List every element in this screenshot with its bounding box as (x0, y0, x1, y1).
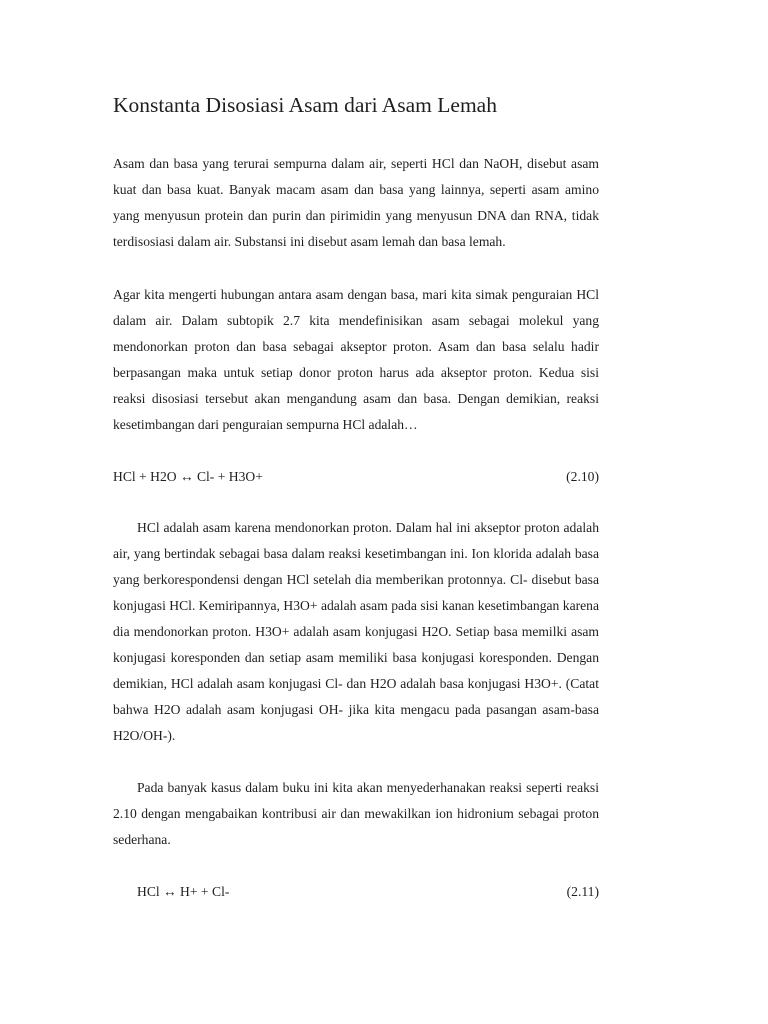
paragraph-simplification: Pada banyak kasus dalam buku ini kita akan menyederhanakan reaksi seperti reaksi 2.10 dengan mengabaikan kontribusi air dan mewakilkan ion hidronium sebagai proton sederhana. (113, 780, 599, 847)
equation-2-11-text: HCl ↔ H+ + Cl- (137, 884, 230, 899)
equation-2-11-number: (2.11) (566, 884, 599, 899)
equation-2-11 (137, 879, 599, 905)
equation-2-10-text: HCl + H2O ↔ Cl- + H3O+ (113, 469, 263, 484)
equation-2-10 (113, 464, 599, 490)
equation-2-10-number: (2.10) (566, 469, 599, 484)
page-title: Konstanta Disosiasi Asam dari Asam Lemah (113, 93, 497, 117)
paragraph-intro: Asam dan basa yang terurai sempurna dalam air, seperti HCl dan NaOH, disebut asam kuat dan basa kuat. Banyak macam asam dan basa yang lainnya, seperti asam amino yang menyusun protein dan purin dan pirimidin yang menyusun DNA dan RNA, tidak terdisosiasi dalam air. Substansi ini disebut asam lemah dan basa lemah. (113, 156, 599, 249)
paragraph-conjugate-pairs: HCl adalah asam karena mendonorkan proton. Dalam hal ini akseptor proton adalah air, yang bertindak sebagai basa dalam reaksi kesetimbangan ini. Ion klorida adalah basa yang berkorespondensi dengan HCl setelah dia memberikan protonnya. Cl- disebut basa konjugasi HCl. Kemiripannya, H3O+ adalah asam pada sisi kanan kesetimbangan karena dia mendonorkan proton. H3O+ adalah asam konjugasi H2O. Setiap basa memilki asam konjugasi koresponden dan setiap asam memiliki basa konjugasi koresponden. Dengan demikian, HCl adalah asam konjugasi Cl- dan H2O adalah basa konjugasi H3O+. (Catat bahwa H2O adalah asam konjugasi OH- jika kita mengacu pada pasangan asam-basa H2O/OH-). (113, 520, 599, 743)
paragraph-hcl-dissociation: Agar kita mengerti hubungan antara asam dengan basa, mari kita simak penguraian HCl dalam air. Dalam subtopik 2.7 kita mendefinisikan asam sebagai molekul yang mendonorkan proton dan basa sebagai akseptor proton. Asam dan basa selalu hadir berpasangan maka untuk setiap donor proton harus ada akseptor proton. Kedua sisi reaksi disosiasi tersebut akan mengandung asam dan basa. Dengan demikian, reaksi kesetimbangan dari penguraian sempurna HCl adalah… (113, 287, 599, 432)
